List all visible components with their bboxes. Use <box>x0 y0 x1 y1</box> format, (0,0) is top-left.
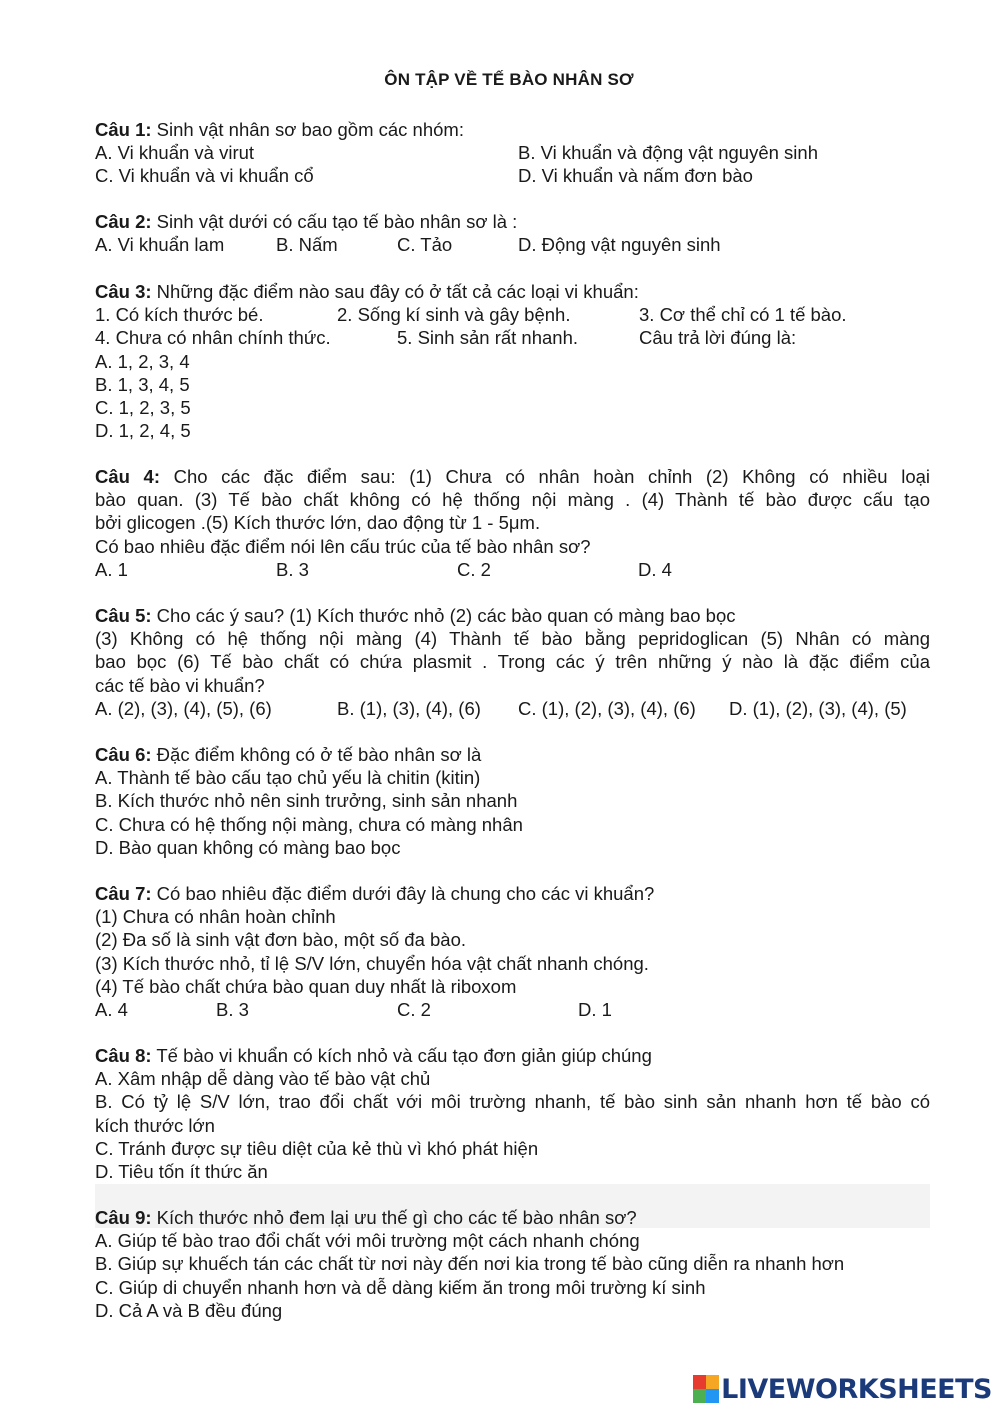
question-5-stem-line-1 <box>95 604 930 627</box>
question-5-label: Câu 5: <box>95 605 152 626</box>
question-3-stem <box>95 280 930 303</box>
question-8 <box>95 1044 930 1183</box>
question-5-stem-line-4: các tế bào vi khuẩn? <box>95 674 265 696</box>
q5-option-b[interactable]: B. (1), (3), (4), (6) <box>337 697 481 719</box>
question-4-text-1: Cho các đặc điểm sau: (1) Chưa có nhân hoàn chỉnh (2) Không có nhiều loại <box>160 466 931 487</box>
q3-option-d[interactable]: D. 1, 2, 4, 5 <box>95 420 191 442</box>
question-4-stem-line-2: bào quan. (3) Tế bào chất không có hệ thống nội màng . (4) Thành tế bào được cấu tạo <box>95 489 930 511</box>
q9-option-a[interactable]: A. Giúp tế bào trao đổi chất với môi trường một cách nhanh chóng <box>95 1230 640 1252</box>
q1-option-b[interactable]: B. Vi khuẩn và động vật nguyên sinh <box>518 142 818 164</box>
question-3 <box>95 280 930 442</box>
question-1-stem <box>95 118 930 141</box>
q2-option-b[interactable]: B. Nấm <box>276 234 338 256</box>
q9-option-b[interactable]: B. Giúp sự khuếch tán các chất từ nơi này đến nơi kia trong tế bào cũng diễn ra nhanh hơn <box>95 1253 845 1275</box>
q1-option-d[interactable]: D. Vi khuẩn và nấm đơn bào <box>518 165 753 187</box>
q4-option-a[interactable]: A. 1 <box>95 558 128 580</box>
question-5-text-1: Cho các ý sau? (1) Kích thước nhỏ (2) các bào quan có màng bao bọc <box>151 605 736 626</box>
q8-option-b-line-2[interactable]: kích thước lớn <box>95 1114 215 1136</box>
q4-option-c[interactable]: C. 2 <box>457 558 491 580</box>
q3-option-c[interactable]: C. 1, 2, 3, 5 <box>95 396 191 418</box>
question-7 <box>95 882 930 1021</box>
q9-option-d[interactable]: D. Cả A và B đều đúng <box>95 1299 283 1321</box>
question-9 <box>95 1206 930 1322</box>
q7-statement-2: (2) Đa số là sinh vật đơn bào, một số đa bào. <box>95 929 467 951</box>
q7-option-b[interactable]: B. 3 <box>216 998 249 1020</box>
question-3-label: Câu 3: <box>95 281 152 302</box>
question-6-stem <box>95 743 930 766</box>
q3-answer-prompt: Câu trả lời đúng là: <box>639 327 797 349</box>
q4-option-b[interactable]: B. 3 <box>276 558 309 580</box>
q8-option-d[interactable]: D. Tiêu tốn ít thức ăn <box>95 1160 268 1182</box>
question-6-label: Câu 6: <box>95 744 152 765</box>
question-4-stem-line-1 <box>95 465 930 488</box>
q7-statement-3: (3) Kích thước nhỏ, tỉ lệ S/V lớn, chuyển hóa vật chất nhanh chóng. <box>95 952 649 974</box>
q8-option-a[interactable]: A. Xâm nhập dễ dàng vào tế bào vật chủ <box>95 1068 431 1090</box>
q6-option-d[interactable]: D. Bào quan không có màng bao bọc <box>95 836 401 858</box>
q7-statement-1: (1) Chưa có nhân hoàn chỉnh <box>95 906 336 928</box>
q5-option-c[interactable]: C. (1), (2), (3), (4), (6) <box>518 697 696 719</box>
question-7-label: Câu 7: <box>95 883 152 904</box>
q3-option-a[interactable]: A. 1, 2, 3, 4 <box>95 350 190 372</box>
q8-option-b-line-1[interactable]: B. Có tỷ lệ S/V lớn, trao đổi chất với môi trường nhanh, tế bào sinh sản nhanh hơn tế bào có <box>95 1091 930 1113</box>
q2-option-a[interactable]: A. Vi khuẩn lam <box>95 234 225 256</box>
q3-statement-4: 4. Chưa có nhân chính thức. <box>95 327 331 349</box>
q7-option-a[interactable]: A. 4 <box>95 998 128 1020</box>
question-1-label: Câu 1: <box>95 119 152 140</box>
question-6-text: Đặc điểm không có ở tế bào nhân sơ là <box>151 744 482 765</box>
q8-option-c[interactable]: C. Tránh được sự tiêu diệt của kẻ thù vì khó phát hiện <box>95 1137 539 1159</box>
question-9-label: Câu 9: <box>95 1207 152 1228</box>
question-9-stem <box>95 1206 930 1229</box>
question-5-stem-line-3: bao bọc (6) Tế bào chất có chứa plasmit . Trong các ý trên những ý nào là đặc điểm của <box>95 651 930 673</box>
question-9-text: Kích thước nhỏ đem lại ưu thế gì cho các tế bào nhân sơ? <box>151 1207 637 1228</box>
question-7-text: Có bao nhiêu đặc điểm dưới đây là chung cho các vi khuẩn? <box>151 883 655 904</box>
q6-option-c[interactable]: C. Chưa có hệ thống nội màng, chưa có màng nhân <box>95 813 523 835</box>
question-2-stem <box>95 210 930 233</box>
question-2 <box>95 210 930 256</box>
question-4-question: Có bao nhiêu đặc điểm nói lên cấu trúc của tế bào nhân sơ? <box>95 535 591 557</box>
q2-option-d[interactable]: D. Động vật nguyên sinh <box>518 234 721 256</box>
question-5-stem-line-2: (3) Không có hệ thống nội màng (4) Thành tế bào bằng pepridoglican (5) Nhân có màng <box>95 628 930 650</box>
q7-option-c[interactable]: C. 2 <box>397 998 431 1020</box>
question-4-stem-line-3: bởi glicogen .(5) Kích thước lớn, dao động từ 1 - 5μm. <box>95 512 541 534</box>
q3-statement-2: 2. Sống kí sinh và gây bệnh. <box>337 304 571 326</box>
q7-statement-4: (4) Tế bào chất chứa bào quan duy nhất là riboxom <box>95 975 517 997</box>
q1-option-c[interactable]: C. Vi khuẩn và vi khuẩn cổ <box>95 165 314 187</box>
question-6 <box>95 743 930 859</box>
question-2-text: Sinh vật dưới có cấu tạo tế bào nhân sơ là : <box>151 211 518 232</box>
page-title: ÔN TẬP VỀ TẾ BÀO NHÂN SƠ <box>384 70 634 89</box>
q5-option-a[interactable]: A. (2), (3), (4), (5), (6) <box>95 697 272 719</box>
q3-statement-1: 1. Có kích thước bé. <box>95 304 264 326</box>
q7-option-d[interactable]: D. 1 <box>578 998 612 1020</box>
question-8-text: Tế bào vi khuẩn có kích nhỏ và cấu tạo đơn giản giúp chúng <box>151 1045 652 1066</box>
question-3-text: Những đặc điểm nào sau đây có ở tất cả các loại vi khuẩn: <box>151 281 639 302</box>
question-8-label: Câu 8: <box>95 1045 152 1066</box>
q5-option-d[interactable]: D. (1), (2), (3), (4), (5) <box>729 697 907 719</box>
q3-statement-5: 5. Sinh sản rất nhanh. <box>397 327 579 349</box>
q4-option-d[interactable]: D. 4 <box>638 558 672 580</box>
question-7-stem <box>95 882 930 905</box>
q6-option-a[interactable]: A. Thành tế bào cấu tạo chủ yếu là chitin (kitin) <box>95 767 481 789</box>
question-1-text: Sinh vật nhân sơ bao gồm các nhóm: <box>151 119 464 140</box>
question-2-label: Câu 2: <box>95 211 152 232</box>
liveworksheets-logo <box>693 1371 992 1407</box>
liveworksheets-logo-text: LIVEWORKSHEETS <box>721 1373 992 1405</box>
question-5 <box>95 604 930 720</box>
q3-option-b[interactable]: B. 1, 3, 4, 5 <box>95 373 190 395</box>
q3-statement-3: 3. Cơ thể chỉ có 1 tế bào. <box>639 304 847 326</box>
question-4 <box>95 465 930 581</box>
q6-option-b[interactable]: B. Kích thước nhỏ nên sinh trưởng, sinh sản nhanh <box>95 790 518 812</box>
question-8-stem <box>95 1044 930 1067</box>
q1-option-a[interactable]: A. Vi khuẩn và virut <box>95 142 255 164</box>
q2-option-c[interactable]: C. Tảo <box>397 234 453 256</box>
question-1 <box>95 118 930 188</box>
liveworksheets-logo-icon <box>693 1375 719 1403</box>
question-4-label: Câu 4: <box>95 466 161 487</box>
q9-option-c[interactable]: C. Giúp di chuyển nhanh hơn và dễ dàng kiếm ăn trong môi trường kí sinh <box>95 1276 706 1298</box>
